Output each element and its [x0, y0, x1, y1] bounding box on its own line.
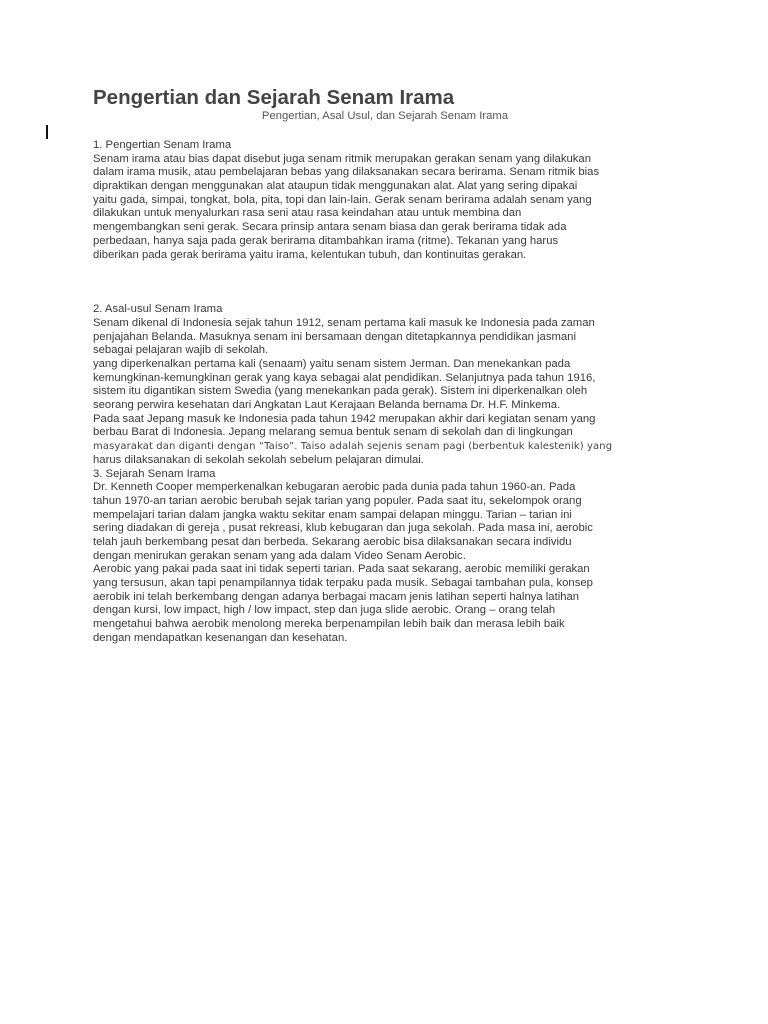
paragraph-line: dilakukan untuk menyalurkan rasa seni atau rasa keindahan atau untuk membina dan	[93, 207, 522, 220]
paragraph-line: dengan menirukan gerakan senam yang ada dalam Video Senam Aerobic.	[93, 549, 466, 562]
paragraph-line: aerobik ini telah berkembang dengan adanya berbagai macam jenis latihan seperti halnya latihan	[93, 590, 580, 603]
blank-line	[93, 290, 683, 304]
text-cursor	[46, 125, 48, 139]
paragraph-line: mengetahui bahwa aerobik menolong mereka berpenampilan lebih baik dan merasa lebih baik	[93, 618, 565, 631]
paragraph-line: dipraktikan dengan menggunakan alat ataupun tidak menggunakan alat. Alat yang sering dipakai	[93, 180, 578, 193]
blank-line	[93, 262, 683, 276]
blank-line	[93, 276, 683, 290]
paragraph-line: kemungkinan-kemungkinan gerak yang kaya sebagai alat pendidikan. Selanjutnya pada tahun 1916,	[93, 371, 596, 384]
page-subtitle: Pengertian, Asal Usul, dan Sejarah Senam Irama	[261, 110, 509, 122]
paragraph-line: dengan mendapatkan kesenangan dan kesehatan.	[93, 631, 348, 644]
paragraph-line: mempelajari tarian dalam jangka waktu sekitar enam sampai delapan minggu. Tarian – tarian ini	[93, 508, 572, 521]
paragraph-line: perbedaan, hanya saja pada gerak berirama ditambahkan irama (ritme). Tekanan yang harus	[93, 234, 559, 247]
paragraph-line: yaitu gada, simpai, tongkat, bola, pita, topi dan lain-lain. Gerak senam berirama adalah senam yang	[93, 193, 592, 206]
paragraph-line: penjajahan Belanda. Masuknya senam ini bersamaan dengan ditetapkannya pendidikan jasmani	[93, 330, 576, 343]
paragraph-line: yang tersusun, akan tapi penampilannya tidak terpaku pada musik. Sebagai tambahan pula, konsep	[93, 577, 593, 589]
paragraph-line: Aerobic yang pakai pada saat ini tidak seperti tarian. Pada saat sekarang, aerobic memiliki gerakan	[93, 563, 590, 576]
paragraph-line: sering diadakan di gereja , pusat rekreasi, klub kebugaran dan juga sekolah. Pada masa ini, aerobic	[93, 522, 593, 535]
paragraph-line: Pada saat Jepang masuk ke Indonesia pada tahun 1942 merupakan akhir dari kegiatan senam yang	[93, 412, 596, 425]
section-sejarah	[93, 468, 683, 646]
paragraph-line: Senam dikenal di Indonesia sejak tahun 1912, senam pertama kali masuk ke Indonesia pada zaman	[93, 316, 595, 329]
paragraph-line: harus dilaksanakan di sekolah sekolah sebelum pelajaran dimulai.	[93, 453, 424, 466]
paragraph-line: mengembangkan seni gerak. Secara prinsip antara senam biasa dan gerak berirama tidak ada	[93, 221, 567, 234]
section-heading: 1. Pengertian Senam Irama	[93, 139, 232, 151]
section-heading: 2. Asal-usul Senam Irama	[93, 303, 223, 316]
paragraph-line: telah jauh berkembang pesat dan berbeda. Sekarang aerobic bisa dilaksanakan secara individu	[93, 535, 572, 548]
paragraph-line: sebagai pelajaran wajib di sekolah.	[93, 344, 269, 357]
section-asal-usul	[93, 303, 683, 467]
paragraph-line: yang diperkenalkan pertama kali (senaam) yaitu senam sistem Jerman. Dan menekankan pada	[93, 358, 571, 370]
paragraph-line: diberikan pada gerak berirama yaitu irama, kelentukan tubuh, dan kontinuitas gerakan.	[93, 248, 527, 261]
document-body	[93, 139, 683, 645]
paragraph-line: Dr. Kenneth Cooper memperkenalkan kebugaran aerobic pada dunia pada tahun 1960-an. Pada	[93, 481, 576, 494]
paragraph-line: seorang perwira kesehatan dari Angkatan Laut Kerajaan Belanda bernama Dr. H.F. Minkema.	[93, 399, 561, 412]
paragraph-line: dengan kursi, low impact, high / low impact, step dan juga slide aerobic. Orang – orang telah	[93, 604, 556, 617]
paragraph-line-condensed: masyarakat dan diganti dengan “Taiso”. Taiso adalah sejenis senam pagi (berbentuk kalestenik) yang	[93, 441, 613, 453]
paragraph-line: dalam irama musik, atau pembelajaran bebas yang dilaksanakan secara berirama. Senam ritmik bias	[93, 166, 600, 179]
paragraph-line: tahun 1970-an tarian aerobic berubah sejak tarian yang populer. Pada saat itu, sekelompok orang	[93, 494, 582, 507]
paragraph-line: sistem itu digantikan sistem Swedia (yang menekankan pada gerak). Sistem ini diperkenalkan oleh	[93, 385, 588, 398]
section-heading: 3. Sejarah Senam Irama	[93, 467, 216, 480]
paragraph-line: Senam irama atau bias dapat disebut juga senam ritmik merupakan gerakan senam yang dilakukan	[93, 152, 591, 165]
paragraph-line: berbau Barat di Indonesia. Jepang melarang semua bentuk senam di sekolah dan di lingkungan	[93, 426, 573, 439]
section-pengertian	[93, 139, 683, 262]
page-title: Pengertian dan Sejarah Senam Irama	[93, 86, 455, 109]
